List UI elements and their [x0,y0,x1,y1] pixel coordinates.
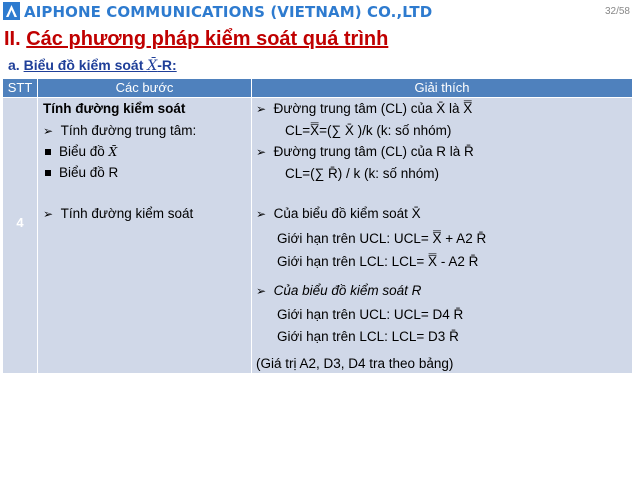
arrow-bullet-icon: ➢ [43,207,54,221]
cell-explanation [252,98,632,373]
steps-item-symbol: X̄ [108,145,118,159]
arrow-bullet-icon: ➢ [256,102,267,116]
steps-item-xbar-chart [43,144,117,159]
arrow-bullet-icon: ➢ [256,207,267,221]
arrow-bullet-icon: ➢ [256,284,267,298]
arrow-bullet-icon: ➢ [256,145,267,159]
control-chart-table [3,79,632,373]
explanation-text: Đường trung tâm (CL) của R là R̄ [273,144,474,159]
header-steps: Các bước [38,79,251,97]
subsection-symbol: X̄ [147,58,158,74]
header-stt: STT [3,79,37,97]
square-bullet-icon [45,170,51,176]
steps-item-label: Tính đường trung tâm: [60,123,197,138]
steps-item-label: Tính đường kiểm soát [60,206,194,221]
company-name: AIPHONE COMMUNICATIONS (VIETNAM) CO.,LTD [24,3,433,21]
explanation-line [256,206,421,221]
row-number: 4 [16,215,24,230]
page-number: 32/58 [604,6,630,17]
header-explanation: Giải thích [252,79,632,97]
explanation-text: Của biểu đồ kiểm soát X̄ [273,206,421,221]
aiphone-logo-icon [3,2,20,20]
explanation-line [256,101,472,116]
explanation-line [256,283,421,298]
explanation-note: (Giá trị A2, D3, D4 tra theo bảng) [256,356,454,371]
steps-item-label: Biểu đồ R [59,165,119,180]
section-title [4,28,388,51]
explanation-text: Của biểu đồ kiểm soát R [273,283,422,298]
arrow-bullet-icon: ➢ [43,124,54,138]
slide-header [0,0,638,24]
explanation-text: Đường trung tâm (CL) của X̄ là X̿ [273,101,473,116]
steps-heading: Tính đường kiểm soát [43,101,186,116]
section-title-text: Các phương pháp kiểm soát quá trình [26,28,389,50]
cell-stt [3,98,37,373]
explanation-formula: CL=(∑ R̄) / k (k: số nhóm) [285,166,440,181]
steps-item-control-limits [43,206,193,221]
subsection-title [8,57,177,74]
cell-steps [38,98,251,373]
subsection-text [24,57,177,73]
subsection-suffix: -R: [157,57,177,73]
explanation-formula: CL=X̿=(∑ X̄ )/k (k: số nhóm) [285,123,452,138]
square-bullet-icon [45,149,51,155]
explanation-line [256,144,474,159]
steps-item-r-chart [43,165,118,180]
explanation-lcl: Giới hạn trên LCL: LCL= X̿ - A2 R̄ [277,254,479,269]
steps-item-label: Biểu đồ [59,144,105,159]
explanation-lcl: Giới hạn trên LCL: LCL= D3 R̄ [277,329,459,344]
explanation-ucl: Giới hạn trên UCL: UCL= X̿ + A2 R̄ [277,231,487,246]
explanation-ucl: Giới hạn trên UCL: UCL= D4 R̄ [277,307,464,322]
steps-item-center-line [43,123,196,138]
subsection-label: Biểu đồ kiểm soát [23,57,148,73]
section-title-prefix: II. [4,28,27,50]
subsection-prefix: a. [8,57,24,73]
